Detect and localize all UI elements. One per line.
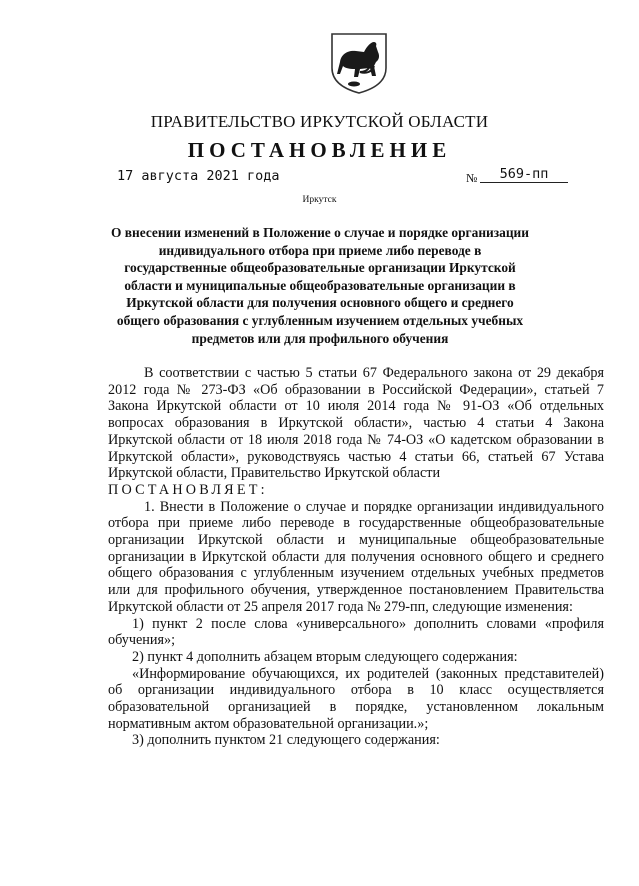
subitem-1-paragraph: 1) пункт 2 после слова «универсального» дополнить словами «профиля обучения»; — [108, 615, 604, 649]
document-type-title: ПОСТАНОВЛЕНИЕ — [187, 138, 452, 162]
document-date: 17 августа 2021 года — [117, 168, 280, 184]
city-name: Иркутск — [302, 195, 337, 205]
coat-of-arms-emblem — [330, 32, 388, 94]
subitem-2-paragraph: 2) пункт 4 дополнить абзацем вторым следующего содержания: — [132, 648, 518, 665]
quoted-text-paragraph: «Информирование обучающихся, их родителей (законных представителей) об организации индивидуального отбора в 10 класс осуществляется образовательной организацией в порядке, установленном локальным нормативным актом образовательной организации.»; — [108, 665, 604, 732]
number-label: № — [466, 171, 478, 185]
resolution-verb: ПОСТАНОВЛЯЕТ: — [108, 481, 268, 498]
item-1-paragraph: 1. Внести в Положение о случае и порядке организации индивидуального отбора при приеме либо переводе в государственные общеобразовательные организации Иркутской области и муниципальные общеобразовательные организации в Иркутской области для получения основного общего и среднего общего образования с углубленным изучением отдельных учебных предметов или для профильного обучения, утвержденное постановлением Правительства Иркутской области от 25 апреля 2017 года № 279-пп, следующие изменения: — [108, 498, 604, 615]
government-title: ПРАВИТЕЛЬСТВО ИРКУТСКОЙ ОБЛАСТИ — [150, 112, 489, 131]
subitem-3-paragraph: 3) дополнить пунктом 21 следующего содержания: — [132, 732, 440, 749]
document-number: 569-пп — [480, 166, 568, 183]
irkutsk-babr-emblem-icon — [330, 32, 388, 94]
document-body — [108, 365, 604, 749]
preamble-paragraph: В соответствии с частью 5 статьи 67 Федерального закона от 29 декабря 2012 года № 273-ФЗ «Об образовании в Российской Федерации», статьей 7 Закона Иркутской области от 10 июля 2014 года № 91-ОЗ «Об отдельных вопросах образования в Иркутской области», частью 4 статьи 4 Закона Иркутской области от 18 июля 2018 года № 74-ОЗ «О кадетском образовании в Иркутской области», руководствуясь частью 4 статьи 66, статьей 67 Устава Иркутской области, Правительство Иркутской области — [108, 365, 604, 482]
document-heading: О внесении изменений в Положение о случае и порядке организации индивидуального отбора при приеме либо переводе в государственные общеобразовательные организации Иркутской области и муниципальные общеобразовательные организации в Иркутской области для получения основного общего и среднего общего образования с углубленным изучением отдельных учебных предметов или для профильного обучения — [111, 225, 529, 346]
